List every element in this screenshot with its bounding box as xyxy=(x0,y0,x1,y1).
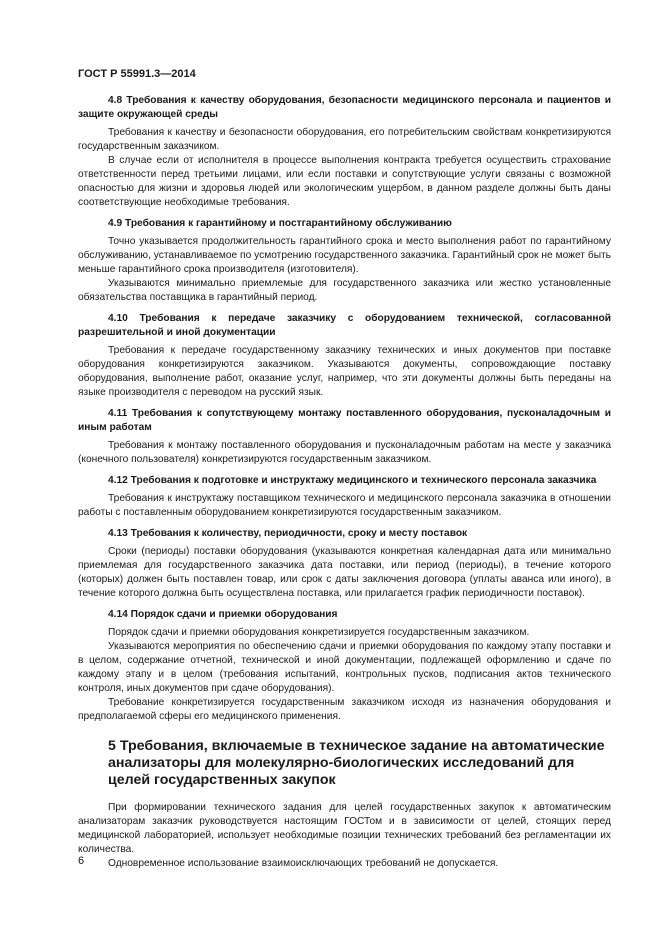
paragraph: Указываются мероприятия по обеспечению сдачи и приемки оборудования по каждому этапу поставки и в целом, содержание отчетной, технической и иной документации, подлежащей оформлению и сдаче по каждому этапу и в целом (требования испытаний, контрольных пусков, подписания актов технического контроля, иных документов при сдаче оборудования). xyxy=(78,641,611,694)
section-5-heading: 5 Требования, включаемые в техническое задание на автоматические анализаторы для молекулярно-биологических исследований для целей государственных закупок xyxy=(108,738,605,788)
section-title: 4.8 Требования к качеству оборудования, безопасности медицинского персонала и пациентов и защите окружающей среды xyxy=(78,95,611,120)
section-title: 4.12 Требования к подготовке и инструктажу медицинского и технического персонала заказчика xyxy=(108,475,597,486)
paragraph: Требования к передаче государственному заказчику технических и иных документов при поставке оборудования конкретизируются заказчиком. Указываются документы, сопровождающие поставку оборудования, выполнение работ, оказание услуг, например, что эти документы должны быть переданы на языке производителя с переводом на русский язык. xyxy=(78,345,611,398)
paragraph: В случае если от исполнителя в процессе выполнения контракта требуется осуществить страхование ответственности перед третьими лицами, или если поставки и сопутствующие услуги связаны с возможной опасностью для жизни и здоровья людей или экологическим ущербом, в данном разделе должны быть даны соответствующие необходимые требования. xyxy=(78,155,611,208)
section-4-13 xyxy=(78,527,611,601)
paragraph: Порядок сдачи и приемки оборудования конкретизируется государственным заказчиком. xyxy=(108,627,530,638)
section-title: 4.11 Требования к сопутствующему монтажу поставленного оборудования, пусконаладочным и иным работам xyxy=(78,408,611,433)
section-title: 4.9 Требования к гарантийному и постгарантийному обслуживанию xyxy=(108,218,452,229)
paragraph: Указываются минимально приемлемые для государственного заказчика или жестко установленные обязательства поставщика в гарантийный период. xyxy=(78,278,611,303)
section-4-9 xyxy=(78,217,611,305)
document-body xyxy=(78,94,611,878)
paragraph: Требования к качеству и безопасности оборудования, его потребительским свойствам конкретизируются государственным заказчиком. xyxy=(78,127,611,152)
page-number: 6 xyxy=(78,855,85,867)
paragraph: При формировании технического задания для целей государственных закупок к автоматическим анализаторам заказчик руководствуется настоящим ГОСТом и в зависимости от целей, стоящих перед медицинской лабораторией, использует необходимые позиции технических требований без регламентации их количества. xyxy=(78,802,611,855)
section-title: 4.13 Требования к количеству, периодичности, сроку и месту поставок xyxy=(108,528,468,539)
section-title: 4.10 Требования к передаче заказчику с оборудованием технической, согласованной разрешительной и иной документации xyxy=(78,313,611,338)
document-header: ГОСТ Р 55991.3—2014 xyxy=(78,68,196,80)
section-4-14 xyxy=(78,608,611,724)
section-4-8 xyxy=(78,94,611,210)
paragraph: Сроки (периоды) поставки оборудования (указываются конкретная календарная дата или минимально приемлемая для государственного заказчика дата поставки, или период (периоды), в течение которого (которых) должен быть поставлен товар, или срок с даты заключения договора (уплаты аванса или иного), в течение которого должна быть осуществлена поставка, или прилагается график периодичности поставок). xyxy=(78,546,611,599)
paragraph: Точно указывается продолжительность гарантийного срока и место выполнения работ по гарантийному обслуживанию, устанавливаемое по усмотрению государственного заказчика. Гарантийный срок не может быть меньше гарантийного срока производителя (изготовителя). xyxy=(78,236,611,275)
paragraph: Требования к инструктажу поставщиком технического и медицинского персонала заказчика в отношении работы с поставленным оборудованием конкретизируются государственным заказчиком. xyxy=(78,493,611,518)
section-4-11 xyxy=(78,407,611,467)
paragraph: Одновременное использование взаимоисключающих требований не допускается. xyxy=(108,858,499,869)
section-5-body xyxy=(78,801,611,871)
section-4-10 xyxy=(78,312,611,400)
section-4-12 xyxy=(78,474,611,520)
paragraph: Требование конкретизируется государственным заказчиком исходя из назначения оборудования и предполагаемой сферы его медицинского применения. xyxy=(78,697,611,722)
section-title: 4.14 Порядок сдачи и приемки оборудования xyxy=(108,609,338,620)
paragraph: Требования к монтажу поставленного оборудования и пусконаладочным работам на месте у заказчика (конечного пользователя) конкретизируются государственным заказчиком. xyxy=(78,440,611,465)
